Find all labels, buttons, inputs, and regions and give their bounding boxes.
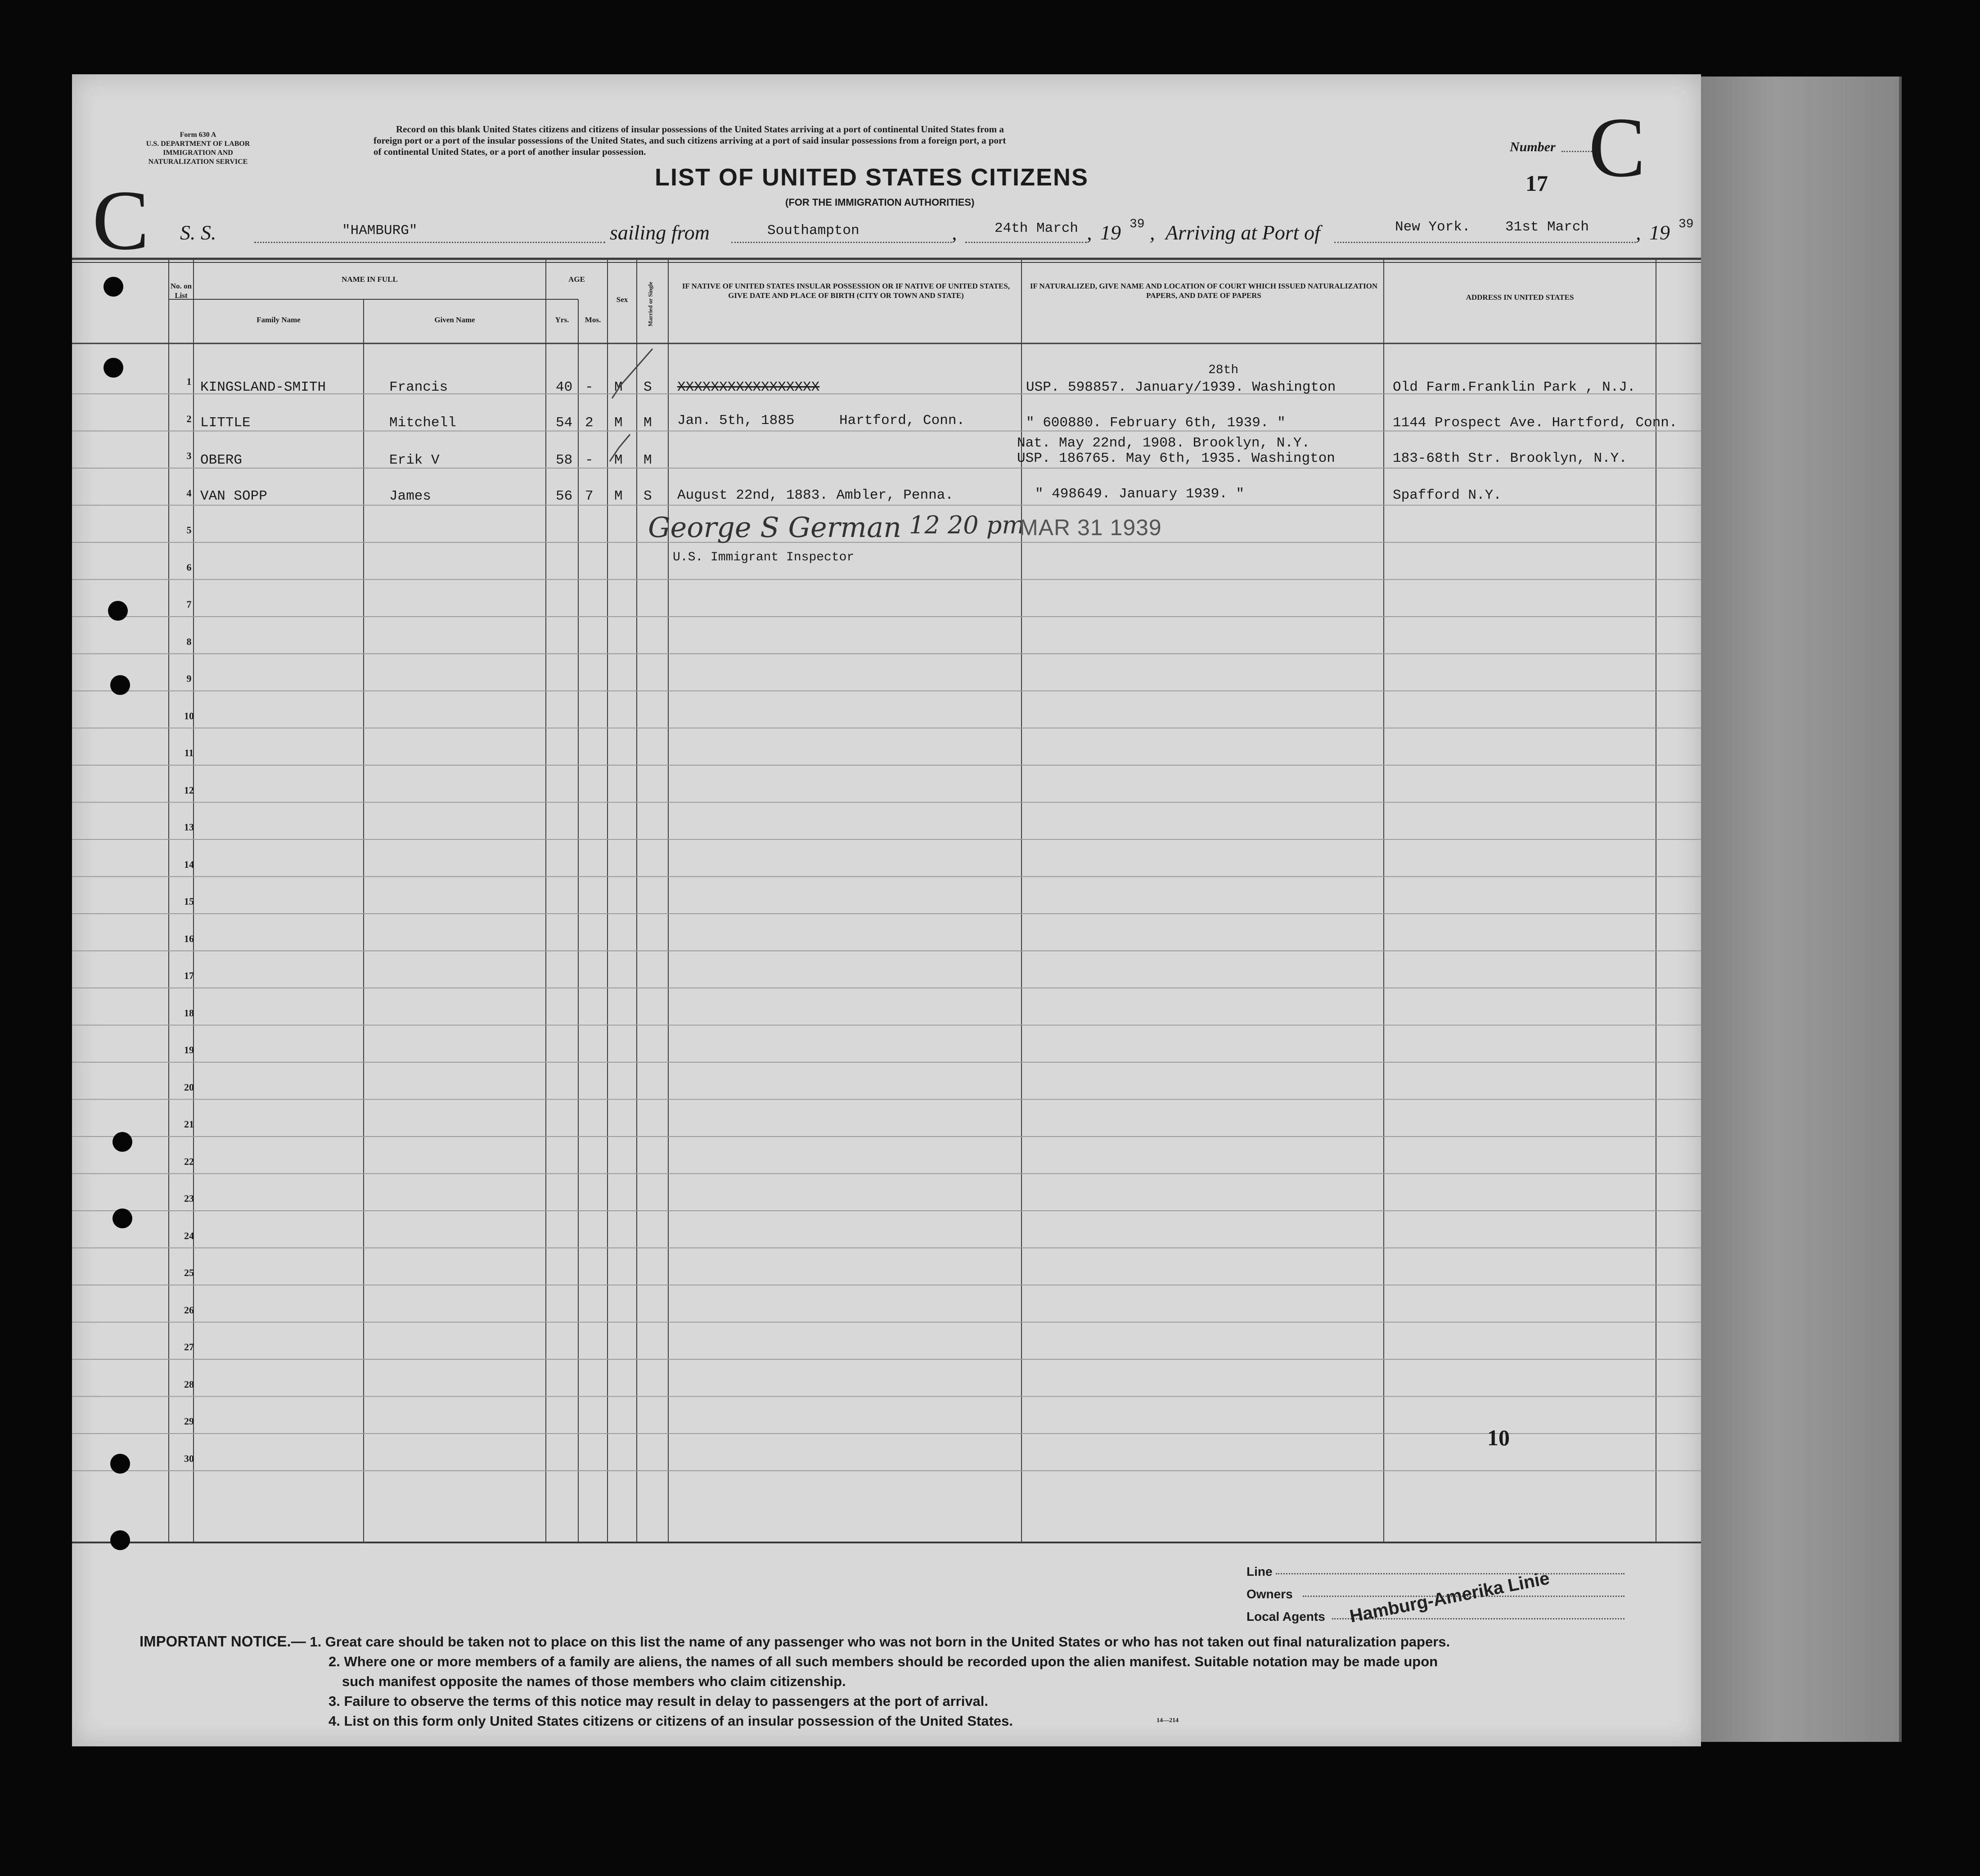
- col-age: AGE: [568, 275, 585, 284]
- col-married-single: Married or Single: [647, 281, 654, 327]
- owners-label: Owners: [1246, 1587, 1293, 1601]
- col-native-birth: IF NATIVE OF UNITED STATES INSULAR POSSESSION OR IF NATIVE OF UNITED STATES, GIVE DATE AND PLACE OF BIRTH (CITY OR TOWN AND STATE): [682, 282, 1010, 300]
- row-number: 18: [184, 1007, 194, 1019]
- letter-c-left: C: [92, 173, 149, 268]
- marital-status: S: [644, 379, 652, 395]
- family-name: KINGSLAND-SMITH: [200, 379, 326, 395]
- birth-place: Hartford, Conn.: [839, 413, 965, 428]
- address: Spafford N.Y.: [1393, 487, 1502, 503]
- notice-item-4: 4. List on this form only United States citizens or citizens of an insular possession of the United States.: [328, 1713, 1013, 1729]
- notice-item-2: 2. Where one or more members of a family are aliens, the names of all such members should be recorded upon the alien manifest. Suitable notation may be made upon: [328, 1654, 1438, 1669]
- inspector-signature: George S German: [648, 511, 901, 544]
- punch-hole: [110, 675, 130, 695]
- family-name: VAN SOPP: [200, 488, 267, 504]
- row-number: 1: [186, 376, 192, 387]
- address: 183-68th Str. Brooklyn, N.Y.: [1393, 451, 1627, 466]
- row-number: 14: [184, 858, 194, 870]
- agent-stamp: Hamburg-Amerika Linie: [1348, 1568, 1552, 1627]
- list-number: 17: [1526, 171, 1548, 196]
- naturalization-second: USP. 186765. May 6th, 1935. Washington: [1017, 451, 1335, 466]
- row-number: 6: [186, 561, 192, 573]
- punch-hole: [104, 277, 123, 297]
- birth-date: Jan. 5th, 1885: [677, 413, 795, 428]
- notice-item-2-cont: such manifest opposite the names of those members who claim citizenship.: [342, 1673, 846, 1689]
- row-number: 21: [184, 1118, 194, 1130]
- col-given-name: Given Name: [434, 316, 475, 324]
- given-name: James: [389, 488, 432, 504]
- manifest-page: Form 630 A U.S. DEPARTMENT OF LABOR IMMIGRATION AND NATURALIZATION SERVICE Record on this blank United States citizens and citizens of insular possessions of the United States arriving at a port of continental United States from a foreign port or a port of the insular possessions of the United States, and such citizens arriving at a port of said insular possessions from a foreign port, a port of continental United States, or a port of another insular possession. LIST OF UNITED STATES CITIZENS (FOR THE IMMIGRATION AUTHORITIES) Number 17 C C S. S. "HAMBURG" sailing from Southampton , 24th March , 19 39 , Arriving at Port of New York. 31st March , 19 39 No. on List NAME IN FULL Family Name Given Name AGE Yrs. Mos. Sex Married or Single IF NATIVE OF UNITED STATES INSULAR POSSESSION OR IF NATIVE OF UNITED STATES, GIVE DATE AND PLACE OF BIRTH (CITY OR TOWN AND STATE) IF NATURALIZED, GIVE NAME AND LOCATION OF COURT WHICH ISSUED NATURALIZATION PAPERS, AND DATE OF PAPERS ADDRESS IN UNITED STATES 1 2 3 4 5 6 7 8 9 10 11 12 13 14 15 16 17 18 19 20 21 22 23 24 25 26 27 28 29 30 KINGSLAND-SMITH Francis 40 - M S XXXXXXXXXXXXXXXXX 28th USP. 598857. January/1939. Washington Old Farm.Franklin Park , N.J. LITTLE Mitchell 54 2 M M Jan. 5th, 1885 Hartford, Conn. " 600880. February 6th, 1939. " 1144 Prospect Ave. Hartford, Conn. OBERG Erik V 58 - M M Nat. May 22nd, 1908. Brooklyn, N.Y. USP. 186765. May 6th, 1935. Washington 183-68th Str. Brooklyn, N.Y. VAN SOPP James 56 7 M S August 22nd, 1883. Ambler, Penna. " 498649. January 1939. " Spafford N.Y. George S German 12 20 pm MAR 31 1939 U.S. Immigrant Inspector 10 Line Owners Local Agents Hamburg-Amerika Linie IMPORTANT NOTICE.— 1. Great care should be taken not to place on this list the name of any passenger who was not born in the United States or who has not taken out final naturalization papers. 2. Where one or more members of a family are aliens, the names of all such members should be recorded upon the alien manifest. Suitable notation may be made upon such manifest opposite the names of those members who claim citizenship. 3. Failure to observe the terms of this notice may result in delay to passengers at the port of arrival. 4. List on this form only United States citizens or citizens of an insular possession of the United States. 14—214: [72, 74, 1701, 1746]
- form-number: Form 630 A: [180, 131, 216, 139]
- row-number: 7: [186, 599, 192, 610]
- row-number: 2: [186, 413, 192, 424]
- col-address: ADDRESS IN UNITED STATES: [1466, 293, 1574, 302]
- given-name: Mitchell: [389, 415, 456, 431]
- sex: M: [614, 415, 623, 431]
- col-family-name: Family Name: [256, 316, 301, 324]
- marital-status: M: [644, 415, 652, 431]
- sex: M: [614, 379, 623, 395]
- punch-hole: [110, 1454, 130, 1474]
- page-title: LIST OF UNITED STATES CITIZENS: [655, 164, 1089, 191]
- arriving-label: Arriving at Port of: [1166, 221, 1320, 244]
- sail-year: 39: [1130, 217, 1145, 231]
- age-years: 58: [556, 452, 573, 468]
- address: 1144 Prospect Ave. Hartford, Conn.: [1393, 415, 1678, 431]
- notice-item-3: 3. Failure to observe the terms of this notice may result in delay to passengers at the port of arrival.: [328, 1693, 989, 1709]
- punch-hole: [108, 601, 128, 621]
- family-name: OBERG: [200, 452, 243, 468]
- row-number: 9: [186, 673, 192, 684]
- sail-year-prefix: 19: [1100, 221, 1121, 244]
- row-number: 23: [184, 1193, 194, 1204]
- family-name: LITTLE: [200, 415, 251, 431]
- row-number: 12: [184, 784, 194, 796]
- sailing-from-label: sailing from: [610, 221, 710, 244]
- col-mos: Mos.: [585, 316, 601, 324]
- row-number: 30: [184, 1452, 194, 1464]
- row-number: 26: [184, 1304, 194, 1316]
- page-subtitle: (FOR THE IMMIGRATION AUTHORITIES): [785, 197, 975, 208]
- row-number: 29: [184, 1416, 194, 1427]
- given-name: Erik V: [389, 452, 440, 468]
- table-grid: [72, 74, 1701, 1746]
- sex: M: [614, 488, 623, 504]
- ship-name: "HAMBURG": [342, 223, 418, 239]
- row-number: 15: [184, 896, 194, 907]
- col-naturalized: IF NATURALIZED, GIVE NAME AND LOCATION OF COURT WHICH ISSUED NATURALIZATION PAPERS, AND DATE OF PAPERS: [1030, 282, 1378, 300]
- birth-date-place: August 22nd, 1883. Ambler, Penna.: [677, 487, 954, 503]
- header-note-line-2: foreign port or a port of the insular possessions of the United States, and such citizens arriving at a port of said insular possessions from a foreign port, a port: [374, 135, 1006, 146]
- age-months: -: [585, 452, 594, 468]
- naturalization: " 600880. February 6th, 1939. ": [1026, 415, 1286, 431]
- arrival-port: New York.: [1395, 219, 1471, 235]
- line-dotline: [1276, 1573, 1624, 1574]
- age-months: 2: [585, 415, 594, 431]
- marital-status: S: [644, 488, 652, 504]
- page-count: 10: [1487, 1425, 1510, 1450]
- row-number: 27: [184, 1341, 194, 1353]
- col-name-in-full: NAME IN FULL: [342, 275, 398, 284]
- department-name: U.S. DEPARTMENT OF LABOR: [146, 140, 250, 148]
- row-number: 3: [186, 450, 192, 461]
- punch-hole: [112, 1132, 132, 1152]
- from-port: Southampton: [767, 223, 860, 239]
- print-code: 14—214: [1156, 1717, 1179, 1724]
- header-note-line-3: of continental United States, or a port of another insular possession.: [374, 146, 646, 157]
- row-number: 19: [184, 1044, 194, 1055]
- check-marks: [585, 340, 666, 493]
- col-sex: Sex: [616, 295, 628, 304]
- given-name: Francis: [389, 379, 448, 395]
- punch-hole: [110, 1530, 130, 1550]
- date-stamp: MAR 31 1939: [1019, 515, 1162, 540]
- age-years: 54: [556, 415, 573, 431]
- col-no-on-list: No. on List: [170, 282, 192, 300]
- punch-hole: [112, 1209, 132, 1228]
- row-number: 16: [184, 933, 194, 944]
- row-number: 25: [184, 1267, 194, 1278]
- naturalization: USP. 598857. January/1939. Washington: [1026, 379, 1336, 395]
- row-number: 13: [184, 821, 194, 833]
- row-number: 11: [184, 747, 194, 758]
- line-label: Line: [1246, 1565, 1273, 1578]
- arrival-year: 39: [1678, 217, 1694, 231]
- service-name-2: NATURALIZATION SERVICE: [148, 158, 248, 166]
- important-notice: [140, 1632, 1692, 1731]
- row-number: 24: [184, 1230, 194, 1241]
- naturalization: " 498649. January 1939. ": [1035, 486, 1245, 502]
- punch-hole: [104, 358, 123, 378]
- row-number: 17: [184, 970, 194, 981]
- letter-c-right: C: [1588, 100, 1646, 195]
- row-number: 4: [186, 487, 192, 499]
- row-number: 8: [186, 636, 192, 647]
- notice-item-1: 1. Great care should be taken not to place on this list the name of any passenger who was not born in the United States or who has not taken out final naturalization papers.: [310, 1634, 1450, 1650]
- birth-struck: XXXXXXXXXXXXXXXXX: [677, 379, 820, 395]
- age-months: -: [585, 379, 594, 395]
- service-name-1: IMMIGRATION AND: [163, 149, 233, 157]
- marital-status: M: [644, 452, 652, 468]
- notice-heading: IMPORTANT NOTICE.—: [140, 1633, 306, 1650]
- inspector-title: U.S. Immigrant Inspector: [673, 550, 855, 564]
- address: Old Farm.Franklin Park , N.J.: [1393, 379, 1636, 395]
- naturalization-date-insert: 28th: [1208, 363, 1239, 377]
- age-years: 56: [556, 488, 573, 504]
- arrival-year-prefix: 19: [1649, 221, 1670, 244]
- underlying-sheet: [1692, 77, 1902, 1742]
- age-months: 7: [585, 488, 594, 504]
- row-number: 20: [184, 1081, 194, 1093]
- sex: M: [614, 452, 623, 468]
- row-number: 10: [184, 710, 194, 722]
- row-number: 22: [184, 1155, 194, 1167]
- inspection-time: 12 20 pm: [909, 511, 1025, 539]
- local-agents-label: Local Agents: [1246, 1610, 1325, 1623]
- naturalization: Nat. May 22nd, 1908. Brooklyn, N.Y.: [1017, 435, 1310, 451]
- sail-date: 24th March: [994, 221, 1079, 236]
- row-number: 28: [184, 1378, 194, 1390]
- arrival-date: 31st March: [1505, 219, 1589, 235]
- col-yrs: Yrs.: [555, 316, 569, 324]
- ss-label: S. S.: [180, 221, 216, 244]
- age-years: 40: [556, 379, 573, 395]
- header-note-line-1: Record on this blank United States citizens and citizens of insular possessions of the United States arriving at a port of continental United States from a: [396, 124, 1004, 135]
- row-number: 5: [186, 524, 192, 536]
- number-label: Number: [1510, 140, 1556, 154]
